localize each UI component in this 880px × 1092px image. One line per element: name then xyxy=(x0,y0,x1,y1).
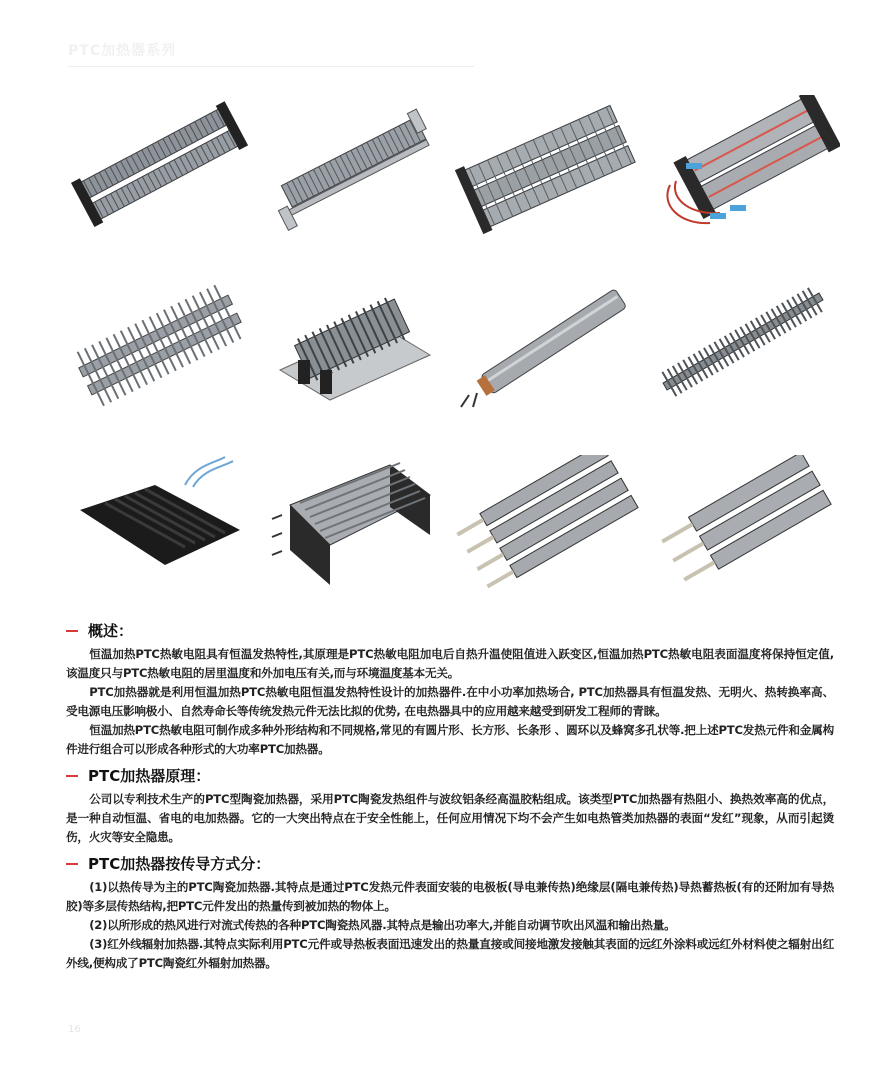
section-conduction-title-text: PTC加热器按传导方式分： xyxy=(88,855,271,873)
product-image-four-bar-pins xyxy=(455,455,645,595)
product-image-three-bar-pins xyxy=(650,455,840,595)
overview-paragraph-1: 恒温加热PTC热敏电阻具有恒温发热特性,其原理是PTC热敏电阻加电后自热升温使阻值进入跃变区,恒温加热PTC热敏电阻表面温度将保持恒定值,该温度只与PTC热敏电阻的居里温度和外加电压有关,而与环境温度基本无关。 xyxy=(66,647,834,680)
conduction-paragraph-3: (3)红外线辐射加热器.其特点实际利用PTC元件或导热板表面迅速发出的热量直接或间接地激发接触其表面的远红外涂料或远红外材料使之辐射出红外线,便构成了PTC陶瓷红外辐射加热器。 xyxy=(66,937,834,970)
section-overview-title xyxy=(66,620,834,641)
product-image-fin-pair xyxy=(65,95,255,235)
accent-dash-icon xyxy=(66,775,78,777)
page-header-title: PTC加热器系列 xyxy=(68,40,474,67)
product-image-plate-mount xyxy=(260,275,450,415)
conduction-paragraph-2: (2)以所形成的热风进行对流式传热的各种PTC陶瓷热风器.其特点是输出功率大,并能自动调节吹出风温和输出热量。 xyxy=(89,918,676,932)
conduction-paragraph-1: (1)以热传导为主的PTC陶瓷加热器.其特点是通过PTC发热元件表面安装的电极板(导电兼传热)绝缘层(隔电兼传热)导热蓄热板(有的还附加有导热胶)等多层传热结构,把PTC元件发出的热量传到被加热的物体上。 xyxy=(66,880,834,913)
product-image-with-wires xyxy=(650,95,840,235)
product-gallery xyxy=(55,95,835,595)
principle-paragraph-1: 公司以专利技术生产的PTC型陶瓷加热器，采用PTC陶瓷发热组件与波纹铝条经高温胶粘组成。该类型PTC加热器有热阻小、换热效率高的优点，是一种自动恒温、省电的电加热器。它的一大突出特点在于安全性能上，任何应用情况下均不会产生如电热管类加热器的表面“发红”现象，从而引起烫伤，火灾等安全隐患。 xyxy=(66,792,834,844)
section-principle-title xyxy=(66,765,834,786)
product-image-square-block xyxy=(260,455,450,595)
accent-dash-icon xyxy=(66,863,78,865)
overview-paragraph-2: PTC加热器就是利用恒温加热PTC热敏电阻恒温发热特性设计的加热器件.在中小功率加热场合, PTC加热器具有恒温发热、无明火、热转换率高、受电源电压影响极小、自然寿命长等传统发热元件无法比拟的优势, 在电热器具中的应用越来越受到研发工程师的青睐。 xyxy=(66,685,834,718)
product-image-bracket-strip xyxy=(260,95,450,235)
accent-dash-icon xyxy=(66,630,78,632)
product-image-spike-double xyxy=(65,275,255,415)
product-image-long-comb xyxy=(650,275,840,415)
product-image-black-heatsink xyxy=(65,455,255,595)
section-conduction-title xyxy=(66,853,834,874)
text-content xyxy=(66,620,834,973)
product-image-triple-strip xyxy=(455,95,645,235)
section-overview-title-text: 概述： xyxy=(88,622,134,640)
product-image-tube-copper-pins xyxy=(455,275,645,415)
overview-paragraph-3: 恒温加热PTC热敏电阻可制作成多种外形结构和不同规格,常见的有圆片形、长方形、长条形 、圆环以及蜂窝多孔状等.把上述PTC发热元件和金属构件进行组合可以形成各种形式的大功率PTC加热器。 xyxy=(66,723,834,756)
section-principle-title-text: PTC加热器原理： xyxy=(88,767,211,785)
page-number: 16 xyxy=(68,1024,81,1035)
